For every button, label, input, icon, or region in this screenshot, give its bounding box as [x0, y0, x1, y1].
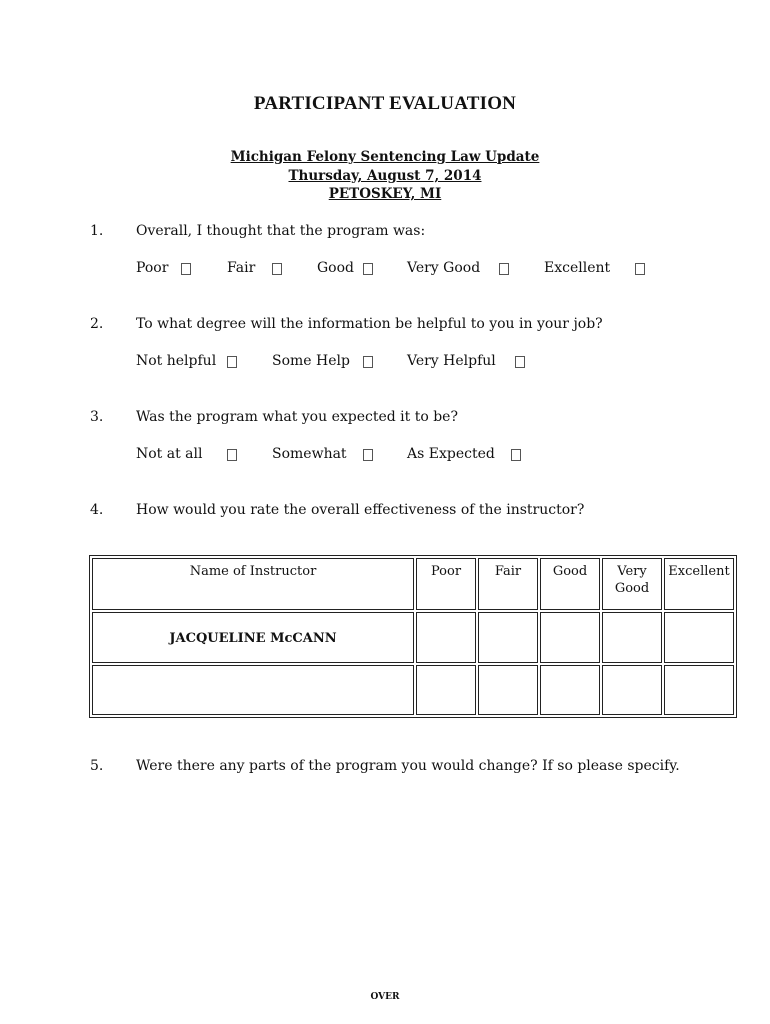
instructor-name: JACQUELINE McCANN — [92, 612, 414, 662]
question-2-text: To what degree will the information be helpful to you in your job? — [136, 316, 603, 332]
rating-cell-fair[interactable] — [478, 665, 538, 715]
q3-option-somewhat: Somewhat — [272, 446, 347, 462]
q3-checkbox-as-expected[interactable] — [511, 449, 521, 461]
event-date: Thursday, August 7, 2014 — [288, 168, 482, 184]
q2-checkbox-some-help[interactable] — [363, 356, 373, 368]
q1-checkbox-poor[interactable] — [181, 263, 191, 275]
question-5-number: 5. — [90, 758, 104, 774]
rating-cell-poor[interactable] — [416, 665, 476, 715]
q2-option-very-helpful: Very Helpful — [407, 353, 496, 369]
header-very-good: Very Good — [602, 558, 662, 610]
q1-checkbox-fair[interactable] — [272, 263, 282, 275]
table-header-row — [92, 558, 734, 610]
question-3-text: Was the program what you expected it to be? — [136, 409, 458, 425]
rating-cell-very-good[interactable] — [602, 665, 662, 715]
question-1-number: 1. — [90, 223, 104, 239]
q3-option-as-expected: As Expected — [407, 446, 495, 462]
header-fair: Fair — [478, 558, 538, 610]
question-1-text: Overall, I thought that the program was: — [136, 223, 426, 239]
header-poor: Poor — [416, 558, 476, 610]
footer-over: OVER — [370, 992, 400, 1002]
q1-checkbox-good[interactable] — [363, 263, 373, 275]
rating-cell-very-good[interactable] — [602, 612, 662, 662]
q2-option-some-help: Some Help — [272, 353, 350, 369]
event-title: Michigan Felony Sentencing Law Update — [230, 149, 540, 165]
page-title: PARTICIPANT EVALUATION — [253, 93, 517, 114]
q1-option-poor: Poor — [136, 260, 169, 276]
q1-option-good: Good — [317, 260, 355, 276]
rating-cell-excellent[interactable] — [664, 665, 734, 715]
rating-cell-fair[interactable] — [478, 612, 538, 662]
table-row — [92, 665, 734, 715]
question-3-number: 3. — [90, 409, 104, 425]
header-good: Good — [540, 558, 600, 610]
instructor-name-blank[interactable] — [92, 665, 414, 715]
q2-option-not-helpful: Not helpful — [136, 353, 217, 369]
rating-cell-excellent[interactable] — [664, 612, 734, 662]
q1-option-fair: Fair — [227, 260, 256, 276]
q1-checkbox-very-good[interactable] — [499, 263, 509, 275]
header-name-of-instructor: Name of Instructor — [92, 558, 414, 610]
instructor-rating-table — [89, 555, 737, 718]
question-5-text: Were there any parts of the program you would change? If so please specify. — [136, 758, 680, 774]
table-row — [92, 612, 734, 662]
q2-checkbox-not-helpful[interactable] — [227, 356, 237, 368]
q2-checkbox-very-helpful[interactable] — [515, 356, 525, 368]
q1-option-very-good: Very Good — [407, 260, 481, 276]
q1-checkbox-excellent[interactable] — [635, 263, 645, 275]
q3-checkbox-somewhat[interactable] — [363, 449, 373, 461]
header-excellent: Excellent — [664, 558, 734, 610]
q3-checkbox-not-at-all[interactable] — [227, 449, 237, 461]
question-4-text: How would you rate the overall effectiveness of the instructor? — [136, 502, 585, 518]
rating-cell-good[interactable] — [540, 612, 600, 662]
rating-cell-poor[interactable] — [416, 612, 476, 662]
question-4-number: 4. — [90, 502, 104, 518]
rating-cell-good[interactable] — [540, 665, 600, 715]
event-location: PETOSKEY, MI — [328, 186, 442, 202]
question-2-number: 2. — [90, 316, 104, 332]
q1-option-excellent: Excellent — [544, 260, 611, 276]
q3-option-not-at-all: Not at all — [136, 446, 203, 462]
